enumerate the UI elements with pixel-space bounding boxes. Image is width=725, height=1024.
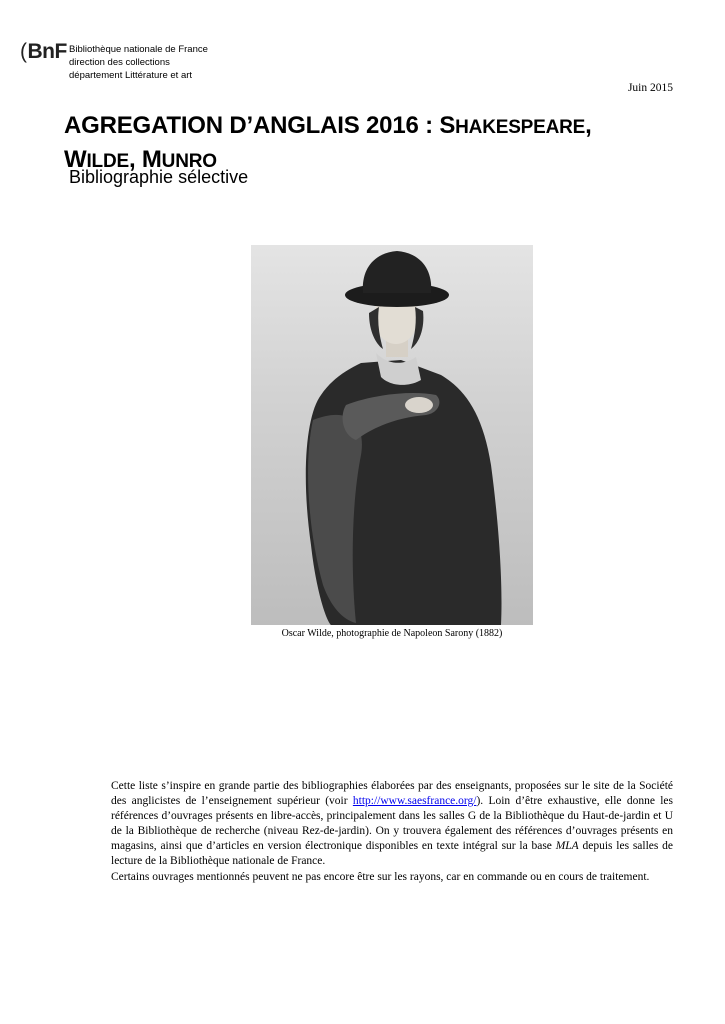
institution-line: département Littérature et art [69, 70, 193, 81]
institution-block [69, 43, 208, 82]
title-line-1: AGREGATION D’ANGLAIS 2016 : SHAKESPEARE, [64, 112, 592, 139]
introduction-text [111, 779, 673, 885]
institution-line: Bibliothèque nationale de France [69, 44, 208, 55]
document-subtitle: Bibliographie sélective [69, 167, 249, 187]
oscar-wilde-photograph [251, 245, 533, 625]
title-line-2: WILDE, MUNRO [64, 146, 217, 173]
saes-link[interactable]: http://www.saesfrance.org/ [352, 795, 477, 808]
bnf-logo: (BnF [20, 40, 67, 63]
institution-line: direction des collections [69, 57, 170, 68]
intro-paragraph: Cette liste s’inspire en grande partie des bibliographies élaborées par des enseignants, proposées sur le site de la Société des anglicistes de l’enseignement supérieur (voir http://www.saesfrance.org/). Loin d’être exhaustive, elle donne les références d’ouvrages présents en libre-accès, principalement dans les salles G de la Bibliothèque du Haut-de-jardin et U de la Bibliothèque de recherche (niveau Rez-de-jardin). On y trouvera également des références d’ouvrages présents en magasins, ainsi que d’articles en version électronique disponibles en texte intégral sur la base MLA depuis les salles de lecture de la Bibliothèque nationale de France. [111, 780, 674, 868]
document-date: Juin 2015 [627, 82, 673, 94]
photo-caption: Oscar Wilde, photographie de Napoleon Sarony (1882) [281, 628, 503, 639]
intro-paragraph: Certains ouvrages mentionnés peuvent ne pas encore être sur les rayons, car en commande ou en cours de traitement. [111, 870, 650, 883]
